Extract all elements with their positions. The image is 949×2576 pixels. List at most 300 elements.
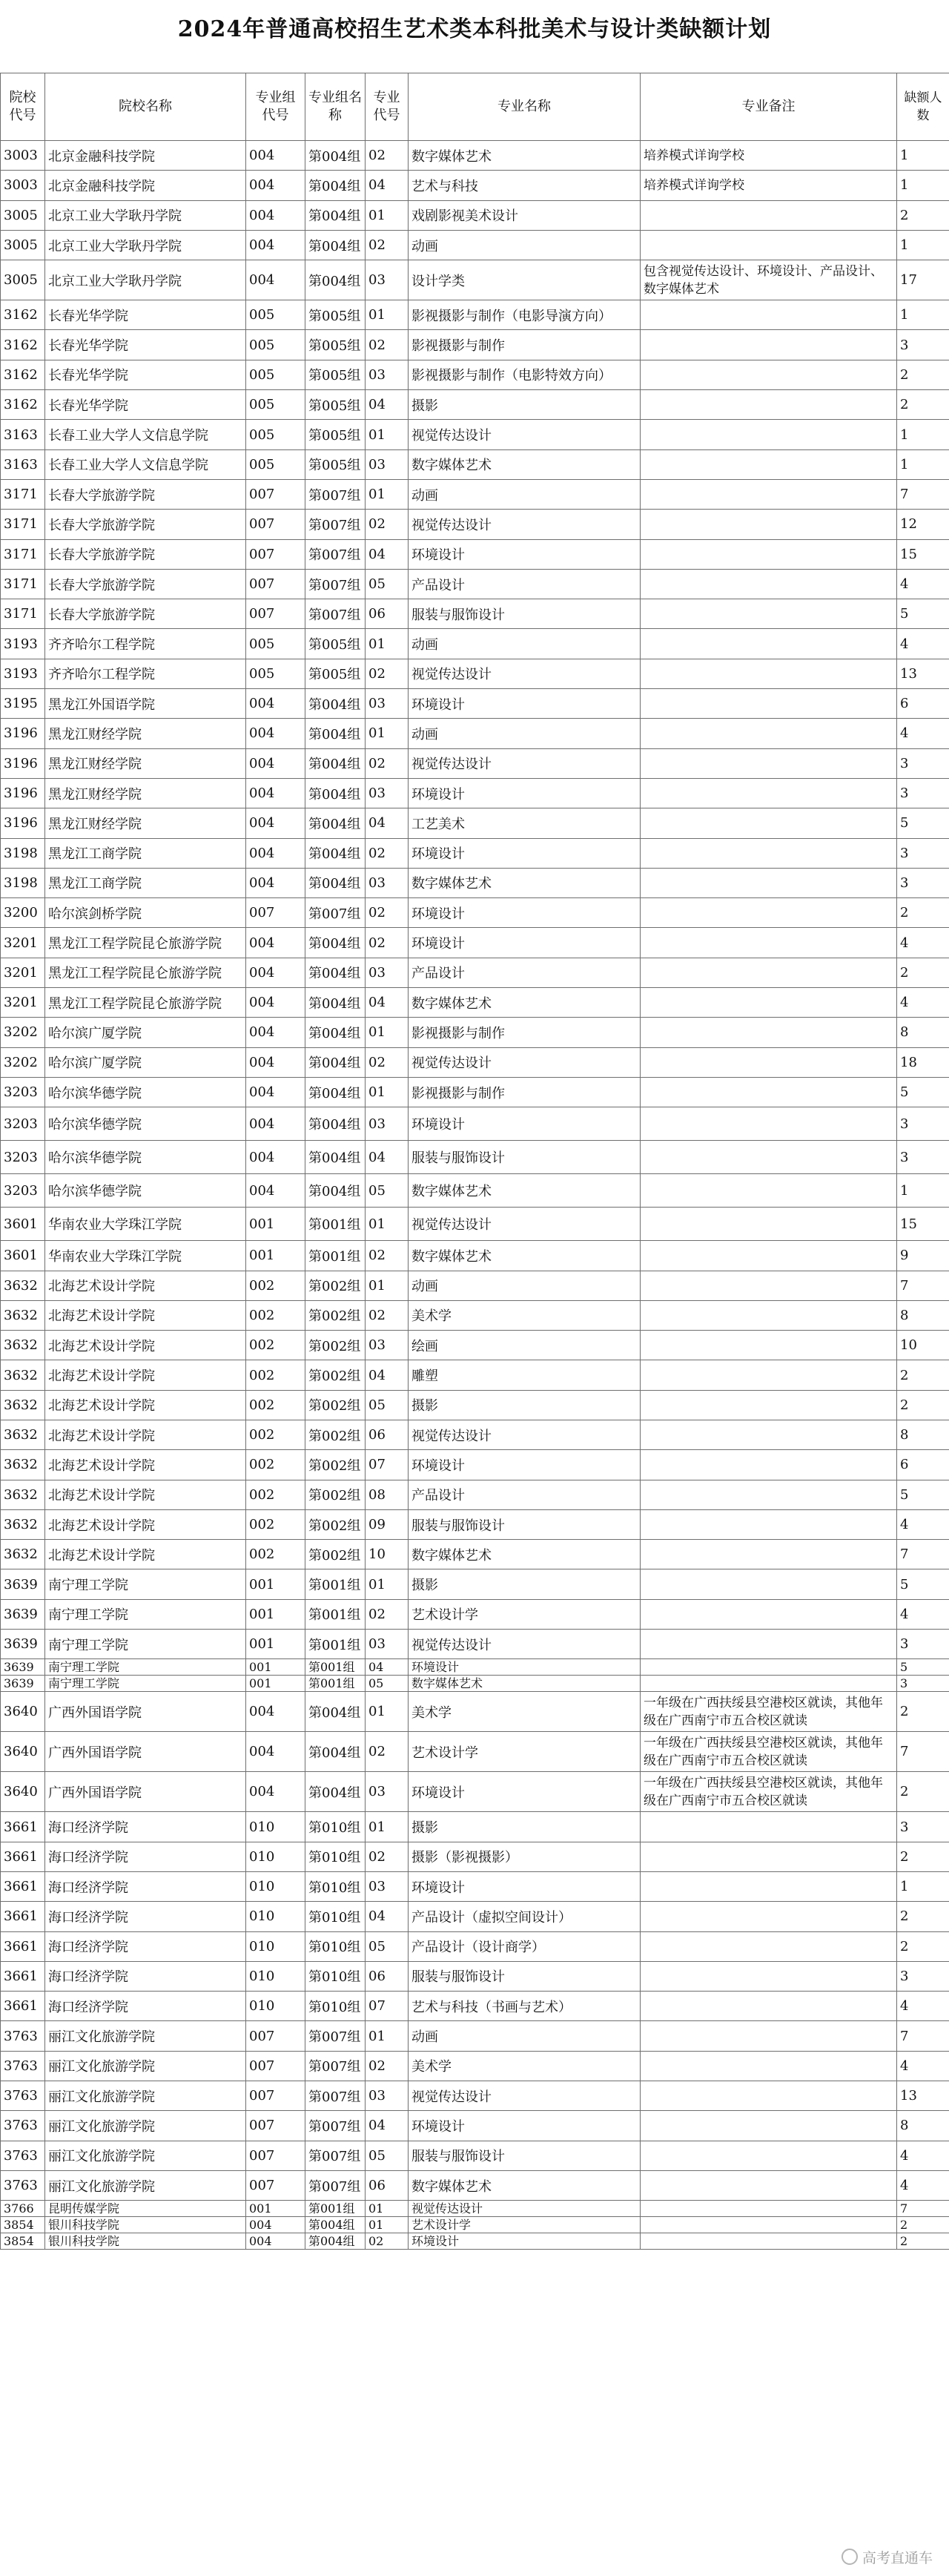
quota-cell: 3 bbox=[897, 1961, 949, 1991]
school-name-cell: 长春工业大学人文信息学院 bbox=[45, 420, 246, 449]
major-name-cell: 影视摄影与制作 bbox=[409, 330, 641, 360]
major-code-cell: 01 bbox=[366, 1208, 409, 1241]
quota-cell: 7 bbox=[897, 1540, 949, 1569]
major-note-cell bbox=[641, 1599, 897, 1629]
school-code-cell: 3639 bbox=[1, 1676, 45, 1692]
school-code-cell: 3763 bbox=[1, 2170, 45, 2200]
table-row bbox=[1, 1961, 949, 1991]
major-note-cell bbox=[641, 808, 897, 838]
major-code-cell: 08 bbox=[366, 1480, 409, 1509]
school-code-cell: 3171 bbox=[1, 599, 45, 629]
major-note-cell bbox=[641, 2201, 897, 2217]
quota-cell: 10 bbox=[897, 1331, 949, 1360]
major-note-cell bbox=[641, 360, 897, 389]
major-code-cell: 06 bbox=[366, 2170, 409, 2200]
group-name-cell: 第004组 bbox=[305, 2217, 366, 2233]
quota-cell: 4 bbox=[897, 719, 949, 748]
school-name-cell: 海口经济学院 bbox=[45, 1902, 246, 1931]
group-code-cell: 004 bbox=[246, 1077, 305, 1107]
table-row bbox=[1, 659, 949, 688]
major-note-cell bbox=[641, 1450, 897, 1480]
major-note-cell bbox=[641, 2217, 897, 2233]
major-code-cell: 05 bbox=[366, 2141, 409, 2170]
major-code-cell: 03 bbox=[366, 778, 409, 808]
school-code-cell: 3661 bbox=[1, 1842, 45, 1871]
group-code-cell: 007 bbox=[246, 569, 305, 599]
table-row bbox=[1, 838, 949, 868]
group-name-cell: 第004组 bbox=[305, 1174, 366, 1208]
table-row bbox=[1, 230, 949, 260]
major-name-cell: 艺术设计学 bbox=[409, 1599, 641, 1629]
school-code-cell: 3639 bbox=[1, 1630, 45, 1659]
school-name-cell: 黑龙江工商学院 bbox=[45, 838, 246, 868]
major-note-cell bbox=[641, 1540, 897, 1569]
quota-cell: 5 bbox=[897, 1659, 949, 1676]
major-name-cell: 艺术设计学 bbox=[409, 1732, 641, 1772]
quota-cell: 7 bbox=[897, 1732, 949, 1772]
quota-cell: 1 bbox=[897, 230, 949, 260]
quota-cell: 7 bbox=[897, 1271, 949, 1300]
group-name-cell: 第004组 bbox=[305, 868, 366, 897]
school-name-cell: 北海艺术设计学院 bbox=[45, 1420, 246, 1449]
school-name-cell: 黑龙江财经学院 bbox=[45, 808, 246, 838]
major-name-cell: 设计学类 bbox=[409, 260, 641, 300]
table-row bbox=[1, 2081, 949, 2111]
major-note-cell bbox=[641, 1902, 897, 1931]
quota-cell: 5 bbox=[897, 1569, 949, 1599]
major-note-cell bbox=[641, 1241, 897, 1271]
major-code-cell: 04 bbox=[366, 1902, 409, 1931]
school-name-cell: 丽江文化旅游学院 bbox=[45, 2111, 246, 2141]
group-name-cell: 第001组 bbox=[305, 1208, 366, 1241]
major-name-cell: 环境设计 bbox=[409, 928, 641, 958]
major-code-cell: 01 bbox=[366, 1077, 409, 1107]
major-code-cell: 02 bbox=[366, 230, 409, 260]
major-code-cell: 04 bbox=[366, 390, 409, 420]
header-quota: 缺额人数 bbox=[897, 73, 949, 141]
major-name-cell: 视觉传达设计 bbox=[409, 748, 641, 778]
quota-cell: 2 bbox=[897, 898, 949, 928]
major-name-cell: 服装与服饰设计 bbox=[409, 2141, 641, 2170]
school-code-cell: 3196 bbox=[1, 778, 45, 808]
quota-cell: 1 bbox=[897, 1174, 949, 1208]
school-code-cell: 3203 bbox=[1, 1077, 45, 1107]
school-name-cell: 北海艺术设计学院 bbox=[45, 1331, 246, 1360]
group-name-cell: 第004组 bbox=[305, 200, 366, 230]
group-code-cell: 004 bbox=[246, 928, 305, 958]
group-name-cell: 第005组 bbox=[305, 300, 366, 330]
group-code-cell: 004 bbox=[246, 1692, 305, 1732]
major-name-cell: 视觉传达设计 bbox=[409, 1047, 641, 1077]
quota-cell: 1 bbox=[897, 1871, 949, 1901]
group-code-cell: 010 bbox=[246, 1842, 305, 1871]
group-name-cell: 第002组 bbox=[305, 1540, 366, 1569]
school-code-cell: 3632 bbox=[1, 1450, 45, 1480]
table-row bbox=[1, 958, 949, 987]
major-code-cell: 05 bbox=[366, 1174, 409, 1208]
table-header-row bbox=[1, 73, 949, 141]
quota-cell: 4 bbox=[897, 1509, 949, 1539]
major-note-cell bbox=[641, 1812, 897, 1842]
school-code-cell: 3632 bbox=[1, 1360, 45, 1390]
major-code-cell: 05 bbox=[366, 1676, 409, 1692]
group-name-cell: 第010组 bbox=[305, 1902, 366, 1931]
major-note-cell bbox=[641, 599, 897, 629]
school-code-cell: 3196 bbox=[1, 808, 45, 838]
school-code-cell: 3005 bbox=[1, 260, 45, 300]
major-code-cell: 01 bbox=[366, 2201, 409, 2217]
major-name-cell: 环境设计 bbox=[409, 898, 641, 928]
school-name-cell: 北京工业大学耿丹学院 bbox=[45, 230, 246, 260]
major-code-cell: 02 bbox=[366, 1300, 409, 1330]
major-note-cell bbox=[641, 838, 897, 868]
major-note-cell bbox=[641, 778, 897, 808]
quota-cell: 5 bbox=[897, 1077, 949, 1107]
major-code-cell: 01 bbox=[366, 2021, 409, 2051]
table-row bbox=[1, 719, 949, 748]
major-note-cell: 一年级在广西扶绥县空港校区就读，其他年级在广西南宁市五合校区就读 bbox=[641, 1772, 897, 1812]
table-row bbox=[1, 479, 949, 509]
school-name-cell: 丽江文化旅游学院 bbox=[45, 2051, 246, 2081]
major-code-cell: 04 bbox=[366, 171, 409, 200]
group-code-cell: 002 bbox=[246, 1540, 305, 1569]
major-note-cell bbox=[641, 1390, 897, 1420]
major-note-cell bbox=[641, 1331, 897, 1360]
major-code-cell: 01 bbox=[366, 1271, 409, 1300]
major-name-cell: 动画 bbox=[409, 629, 641, 659]
group-code-cell: 004 bbox=[246, 1107, 305, 1141]
major-code-cell: 07 bbox=[366, 1450, 409, 1480]
major-code-cell: 01 bbox=[366, 1692, 409, 1732]
school-name-cell: 华南农业大学珠江学院 bbox=[45, 1241, 246, 1271]
major-note-cell: 培养模式详询学校 bbox=[641, 141, 897, 171]
major-note-cell bbox=[641, 928, 897, 958]
quota-cell: 3 bbox=[897, 1630, 949, 1659]
major-code-cell: 03 bbox=[366, 1630, 409, 1659]
major-name-cell: 影视摄影与制作 bbox=[409, 1018, 641, 1047]
quota-cell: 1 bbox=[897, 141, 949, 171]
group-name-cell: 第001组 bbox=[305, 1241, 366, 1271]
table-row bbox=[1, 1812, 949, 1842]
table-row bbox=[1, 171, 949, 200]
table-row bbox=[1, 2233, 949, 2250]
group-code-cell: 010 bbox=[246, 1871, 305, 1901]
quota-cell: 3 bbox=[897, 1107, 949, 1141]
table-row bbox=[1, 1360, 949, 1390]
school-name-cell: 海口经济学院 bbox=[45, 1871, 246, 1901]
group-code-cell: 001 bbox=[246, 1599, 305, 1629]
table-row bbox=[1, 1241, 949, 1271]
major-code-cell: 02 bbox=[366, 141, 409, 171]
major-name-cell: 视觉传达设计 bbox=[409, 2081, 641, 2111]
school-name-cell: 南宁理工学院 bbox=[45, 1676, 246, 1692]
major-note-cell bbox=[641, 1630, 897, 1659]
major-note-cell: 一年级在广西扶绥县空港校区就读，其他年级在广西南宁市五合校区就读 bbox=[641, 1732, 897, 1772]
group-name-cell: 第004组 bbox=[305, 1692, 366, 1732]
quota-cell: 8 bbox=[897, 1300, 949, 1330]
quota-cell: 3 bbox=[897, 1141, 949, 1174]
group-name-cell: 第001组 bbox=[305, 1599, 366, 1629]
table-row bbox=[1, 1208, 949, 1241]
major-code-cell: 04 bbox=[366, 1659, 409, 1676]
quota-cell: 8 bbox=[897, 1018, 949, 1047]
school-code-cell: 3601 bbox=[1, 1208, 45, 1241]
school-name-cell: 北海艺术设计学院 bbox=[45, 1480, 246, 1509]
table-row bbox=[1, 1509, 949, 1539]
quota-cell: 2 bbox=[897, 2217, 949, 2233]
group-code-cell: 007 bbox=[246, 2021, 305, 2051]
group-name-cell: 第004组 bbox=[305, 838, 366, 868]
major-code-cell: 09 bbox=[366, 1509, 409, 1539]
quota-cell: 12 bbox=[897, 510, 949, 539]
group-code-cell: 005 bbox=[246, 449, 305, 479]
group-name-cell: 第001组 bbox=[305, 1659, 366, 1676]
group-code-cell: 004 bbox=[246, 958, 305, 987]
major-code-cell: 06 bbox=[366, 599, 409, 629]
table-row bbox=[1, 1569, 949, 1599]
quota-cell: 15 bbox=[897, 1208, 949, 1241]
school-code-cell: 3202 bbox=[1, 1047, 45, 1077]
school-code-cell: 3196 bbox=[1, 748, 45, 778]
major-code-cell: 03 bbox=[366, 689, 409, 719]
table-row bbox=[1, 2021, 949, 2051]
group-name-cell: 第004组 bbox=[305, 958, 366, 987]
school-code-cell: 3640 bbox=[1, 1692, 45, 1732]
major-note-cell bbox=[641, 1676, 897, 1692]
group-name-cell: 第007组 bbox=[305, 569, 366, 599]
table-row bbox=[1, 420, 949, 449]
group-name-cell: 第007组 bbox=[305, 2021, 366, 2051]
school-name-cell: 黑龙江工程学院昆仑旅游学院 bbox=[45, 928, 246, 958]
table-row bbox=[1, 1107, 949, 1141]
school-name-cell: 长春光华学院 bbox=[45, 390, 246, 420]
major-note-cell bbox=[641, 2233, 897, 2250]
group-name-cell: 第001组 bbox=[305, 1630, 366, 1659]
group-code-cell: 005 bbox=[246, 330, 305, 360]
major-name-cell: 环境设计 bbox=[409, 1659, 641, 1676]
school-name-cell: 南宁理工学院 bbox=[45, 1599, 246, 1629]
major-name-cell: 环境设计 bbox=[409, 1107, 641, 1141]
major-code-cell: 01 bbox=[366, 1569, 409, 1599]
group-name-cell: 第004组 bbox=[305, 748, 366, 778]
group-name-cell: 第007组 bbox=[305, 2111, 366, 2141]
school-name-cell: 北海艺术设计学院 bbox=[45, 1271, 246, 1300]
steering-wheel-icon bbox=[841, 2549, 858, 2565]
group-name-cell: 第005组 bbox=[305, 659, 366, 688]
school-name-cell: 长春工业大学人文信息学院 bbox=[45, 449, 246, 479]
quota-cell: 13 bbox=[897, 2081, 949, 2111]
major-code-cell: 04 bbox=[366, 1141, 409, 1174]
major-name-cell: 动画 bbox=[409, 2021, 641, 2051]
school-name-cell: 广西外国语学院 bbox=[45, 1772, 246, 1812]
quota-cell: 2 bbox=[897, 2233, 949, 2250]
school-name-cell: 海口经济学院 bbox=[45, 1992, 246, 2021]
major-code-cell: 01 bbox=[366, 479, 409, 509]
quota-cell: 4 bbox=[897, 2051, 949, 2081]
group-code-cell: 004 bbox=[246, 748, 305, 778]
school-code-cell: 3171 bbox=[1, 510, 45, 539]
quota-cell: 2 bbox=[897, 1692, 949, 1732]
group-code-cell: 007 bbox=[246, 2170, 305, 2200]
major-code-cell: 02 bbox=[366, 1047, 409, 1077]
major-name-cell: 动画 bbox=[409, 479, 641, 509]
table-row bbox=[1, 1676, 949, 1692]
major-note-cell bbox=[641, 898, 897, 928]
group-name-cell: 第005组 bbox=[305, 330, 366, 360]
group-name-cell: 第005组 bbox=[305, 390, 366, 420]
major-name-cell: 视觉传达设计 bbox=[409, 659, 641, 688]
group-name-cell: 第004组 bbox=[305, 1141, 366, 1174]
major-code-cell: 02 bbox=[366, 748, 409, 778]
major-code-cell: 02 bbox=[366, 659, 409, 688]
group-code-cell: 007 bbox=[246, 539, 305, 569]
group-name-cell: 第002组 bbox=[305, 1480, 366, 1509]
quota-cell: 1 bbox=[897, 449, 949, 479]
major-code-cell: 03 bbox=[366, 1331, 409, 1360]
school-name-cell: 海口经济学院 bbox=[45, 1842, 246, 1871]
school-name-cell: 南宁理工学院 bbox=[45, 1659, 246, 1676]
major-name-cell: 环境设计 bbox=[409, 1450, 641, 1480]
quota-cell: 2 bbox=[897, 958, 949, 987]
quota-cell: 15 bbox=[897, 539, 949, 569]
group-code-cell: 007 bbox=[246, 898, 305, 928]
school-name-cell: 黑龙江工商学院 bbox=[45, 868, 246, 897]
major-name-cell: 产品设计 bbox=[409, 569, 641, 599]
school-code-cell: 3763 bbox=[1, 2081, 45, 2111]
school-name-cell: 丽江文化旅游学院 bbox=[45, 2021, 246, 2051]
group-name-cell: 第001组 bbox=[305, 1676, 366, 1692]
table-row bbox=[1, 1077, 949, 1107]
major-name-cell: 视觉传达设计 bbox=[409, 1420, 641, 1449]
school-name-cell: 广西外国语学院 bbox=[45, 1732, 246, 1772]
school-name-cell: 长春大学旅游学院 bbox=[45, 539, 246, 569]
quota-cell: 4 bbox=[897, 629, 949, 659]
major-name-cell: 摄影 bbox=[409, 1390, 641, 1420]
group-code-cell: 005 bbox=[246, 659, 305, 688]
quota-cell: 2 bbox=[897, 360, 949, 389]
header-school-code: 院校代号 bbox=[1, 73, 45, 141]
school-name-cell: 丽江文化旅游学院 bbox=[45, 2141, 246, 2170]
school-name-cell: 北海艺术设计学院 bbox=[45, 1300, 246, 1330]
quota-table bbox=[0, 73, 949, 2250]
table-row bbox=[1, 569, 949, 599]
table-row bbox=[1, 2111, 949, 2141]
major-note-cell bbox=[641, 569, 897, 599]
major-note-cell bbox=[641, 958, 897, 987]
quota-cell: 5 bbox=[897, 1480, 949, 1509]
school-code-cell: 3162 bbox=[1, 390, 45, 420]
group-code-cell: 005 bbox=[246, 300, 305, 330]
quota-cell: 1 bbox=[897, 171, 949, 200]
table-row bbox=[1, 449, 949, 479]
major-name-cell: 环境设计 bbox=[409, 1772, 641, 1812]
school-name-cell: 哈尔滨广厦学院 bbox=[45, 1047, 246, 1077]
school-name-cell: 哈尔滨华德学院 bbox=[45, 1141, 246, 1174]
major-name-cell: 视觉传达设计 bbox=[409, 1630, 641, 1659]
major-note-cell: 一年级在广西扶绥县空港校区就读，其他年级在广西南宁市五合校区就读 bbox=[641, 1692, 897, 1732]
school-code-cell: 3201 bbox=[1, 988, 45, 1018]
school-name-cell: 长春光华学院 bbox=[45, 330, 246, 360]
major-name-cell: 数字媒体艺术 bbox=[409, 2170, 641, 2200]
school-name-cell: 哈尔滨广厦学院 bbox=[45, 1018, 246, 1047]
group-code-cell: 004 bbox=[246, 2233, 305, 2250]
group-code-cell: 005 bbox=[246, 360, 305, 389]
table-row bbox=[1, 260, 949, 300]
major-code-cell: 05 bbox=[366, 569, 409, 599]
table-row bbox=[1, 510, 949, 539]
table-row bbox=[1, 1174, 949, 1208]
major-name-cell: 环境设计 bbox=[409, 689, 641, 719]
group-name-cell: 第004组 bbox=[305, 719, 366, 748]
major-code-cell: 01 bbox=[366, 300, 409, 330]
group-code-cell: 010 bbox=[246, 1992, 305, 2021]
group-code-cell: 004 bbox=[246, 988, 305, 1018]
major-name-cell: 艺术设计学 bbox=[409, 2217, 641, 2233]
major-note-cell bbox=[641, 330, 897, 360]
group-name-cell: 第002组 bbox=[305, 1360, 366, 1390]
major-code-cell: 05 bbox=[366, 1390, 409, 1420]
school-name-cell: 北海艺术设计学院 bbox=[45, 1450, 246, 1480]
major-code-cell: 06 bbox=[366, 1961, 409, 1991]
major-note-cell bbox=[641, 2051, 897, 2081]
group-code-cell: 002 bbox=[246, 1360, 305, 1390]
major-name-cell: 动画 bbox=[409, 1271, 641, 1300]
quota-cell: 8 bbox=[897, 1420, 949, 1449]
major-name-cell: 视觉传达设计 bbox=[409, 1208, 641, 1241]
major-name-cell: 产品设计（虚拟空间设计） bbox=[409, 1902, 641, 1931]
major-name-cell: 摄影（影视摄影） bbox=[409, 1842, 641, 1871]
group-code-cell: 005 bbox=[246, 420, 305, 449]
table-row bbox=[1, 1450, 949, 1480]
table-row bbox=[1, 1992, 949, 2021]
school-code-cell: 3661 bbox=[1, 1961, 45, 1991]
school-code-cell: 3854 bbox=[1, 2233, 45, 2250]
group-code-cell: 004 bbox=[246, 141, 305, 171]
major-name-cell: 数字媒体艺术 bbox=[409, 988, 641, 1018]
major-code-cell: 01 bbox=[366, 629, 409, 659]
quota-cell: 6 bbox=[897, 689, 949, 719]
major-note-cell bbox=[641, 1842, 897, 1871]
page-title: 2024年普通高校招生艺术类本科批美术与设计类缺额计划 bbox=[177, 16, 772, 42]
school-code-cell: 3632 bbox=[1, 1509, 45, 1539]
major-note-cell bbox=[641, 449, 897, 479]
major-note-cell bbox=[641, 748, 897, 778]
group-code-cell: 004 bbox=[246, 171, 305, 200]
major-name-cell: 影视摄影与制作（电影导演方向） bbox=[409, 300, 641, 330]
major-name-cell: 数字媒体艺术 bbox=[409, 1540, 641, 1569]
group-name-cell: 第007组 bbox=[305, 2051, 366, 2081]
major-note-cell bbox=[641, 1077, 897, 1107]
school-name-cell: 哈尔滨华德学院 bbox=[45, 1174, 246, 1208]
group-name-cell: 第001组 bbox=[305, 2201, 366, 2217]
school-code-cell: 3640 bbox=[1, 1732, 45, 1772]
table-row bbox=[1, 988, 949, 1018]
quota-cell: 3 bbox=[897, 1676, 949, 1692]
group-name-cell: 第010组 bbox=[305, 1931, 366, 1961]
school-code-cell: 3766 bbox=[1, 2201, 45, 2217]
school-code-cell: 3196 bbox=[1, 719, 45, 748]
group-name-cell: 第004组 bbox=[305, 1047, 366, 1077]
quota-cell: 4 bbox=[897, 988, 949, 1018]
major-code-cell: 02 bbox=[366, 838, 409, 868]
group-code-cell: 004 bbox=[246, 2217, 305, 2233]
major-code-cell: 07 bbox=[366, 1992, 409, 2021]
major-code-cell: 04 bbox=[366, 808, 409, 838]
group-code-cell: 004 bbox=[246, 260, 305, 300]
group-name-cell: 第004组 bbox=[305, 689, 366, 719]
major-name-cell: 摄影 bbox=[409, 390, 641, 420]
school-code-cell: 3763 bbox=[1, 2021, 45, 2051]
